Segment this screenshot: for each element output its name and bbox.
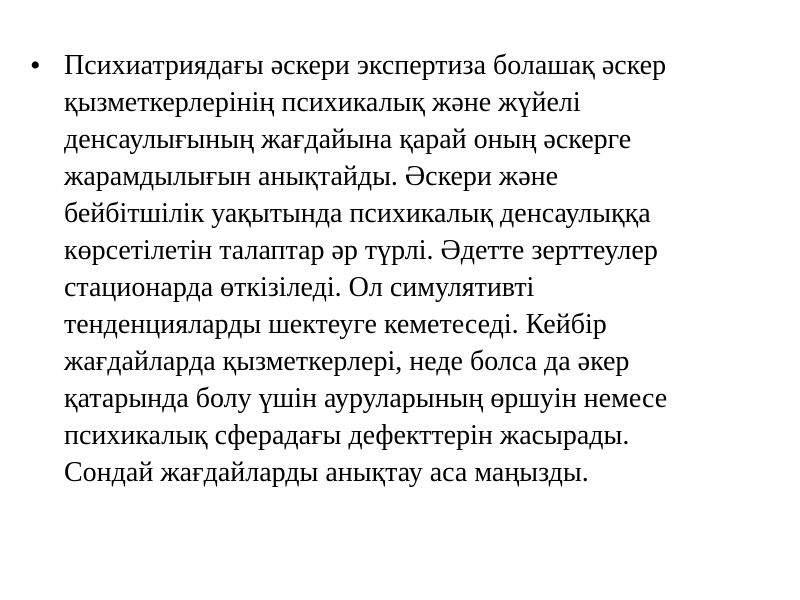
text-line-7: стационарда өткізіледі. Ол симулятивті	[64, 272, 535, 303]
bullet-item	[28, 47, 788, 491]
text-line-5: бейбітшілік уақытында психикалық денсаулыққа	[64, 198, 651, 229]
slide-content	[28, 47, 788, 491]
text-line-12: Сондай жағдайларды анықтау аса маңызды.	[64, 457, 589, 488]
bullet-text	[64, 47, 788, 491]
text-line-9: жағдайларда қызметкерлері, неде болса да әкер	[64, 346, 630, 377]
text-line-8: тенденцияларды шектеуге кеметеседі. Кейбір	[64, 309, 607, 340]
text-line-1: Психиатриядағы әскери экспертиза болашақ әскер	[64, 50, 667, 81]
text-line-10: қатарында болу үшін ауруларының өршуін немесе	[64, 383, 668, 414]
text-line-3: денсаулығының жағдайына қарай оның әскерге	[64, 124, 632, 155]
text-line-4: жарамдылығын анықтайды. Әскери және	[64, 161, 559, 192]
text-line-11: психикалық сферадағы дефекттерін жасырады.	[64, 420, 630, 451]
text-line-2: қызметкерлерінің психикалық және жүйелі	[64, 87, 581, 118]
text-line-6: көрсетілетін талаптар әр түрлі. Әдетте зерттеулер	[64, 235, 658, 266]
bullet-icon: •	[30, 49, 41, 82]
